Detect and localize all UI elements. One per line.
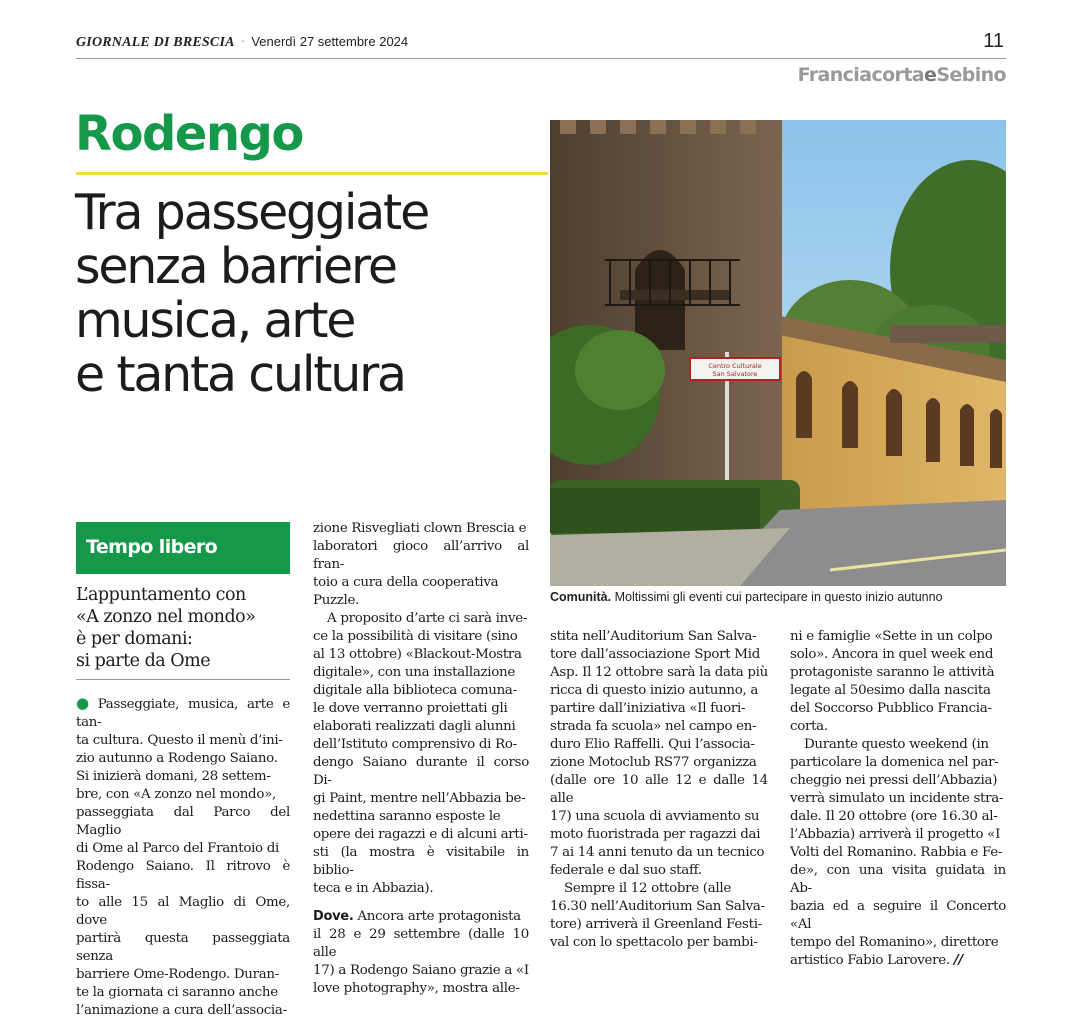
body-column-3 <box>550 628 768 952</box>
headline-line: musica, arte <box>75 292 355 349</box>
bullet-icon: ● <box>76 694 94 712</box>
body-line: Volti del Romanino. Rabbia e Fe- <box>790 845 1003 860</box>
body-line: to alle 15 al Maglio di Ome, dove <box>76 895 290 928</box>
body-line: solo». Ancora in quel week end <box>790 647 994 662</box>
body-line: barriere Ome-Rodengo. Duran- <box>76 967 279 982</box>
body-line: ce la possibilità di visitare (sino <box>313 629 518 644</box>
subhead-dove: Dove. <box>313 909 354 924</box>
body-line: 17) a Rodengo Saiano grazie a «I <box>313 963 529 978</box>
body-line: ni e famiglie «Sette in un colpo <box>790 629 993 644</box>
body-line: passeggiata dal Parco del Maglio <box>76 805 290 838</box>
body-line: l’Abbazia) arriverà il progetto «I <box>790 827 1001 842</box>
deck-rule <box>76 679 290 680</box>
body-line: opere dei ragazzi e di alcuni arti- <box>313 827 528 842</box>
newspaper-name: GIORNALE DI BRESCIA <box>76 35 235 50</box>
top-rule <box>76 58 1006 59</box>
body-line: val con lo spettacolo per bambi- <box>550 935 758 950</box>
deck <box>76 584 290 672</box>
section-label <box>798 64 1006 86</box>
body-line: Passeggiate, musica, arte e tan- <box>76 697 290 730</box>
headline-line: e tanta cultura <box>75 346 405 403</box>
body-line: 16.30 nell’Auditorium San Salva- <box>550 899 765 914</box>
end-mark: // <box>953 953 964 968</box>
body-line: de», con una visita guidata in Ab- <box>790 863 1006 896</box>
body-line: tempo del Romanino», direttore <box>790 935 999 950</box>
body-line: zione Motoclub RS77 organizza <box>550 755 757 770</box>
headline-line: senza barriere <box>75 238 396 295</box>
body-line: il 28 e 29 settembre (dalle 10 alle <box>313 927 529 960</box>
body-line: bre, con «A zonzo nel mondo», <box>76 787 276 802</box>
body-line: al 13 ottobre) «Blackout-Mostra <box>313 647 522 662</box>
caption-label: Comunità. <box>550 590 612 604</box>
article-photo <box>550 120 1006 586</box>
page-number: 11 <box>983 30 1004 52</box>
kicker-underline <box>76 172 548 175</box>
deck-line: «A zonzo nel mondo» <box>76 607 256 627</box>
body-line: verrà simulato un incidente stra- <box>790 791 1004 806</box>
body-line: artistico Fabio Larovere. <box>790 953 950 968</box>
masthead-separator: · <box>240 35 246 50</box>
sign-text-line1: Centro Culturale <box>708 362 762 370</box>
body-line: duro Elio Raffelli. Qui l’associa- <box>550 737 755 752</box>
section-label-part1: Franciacorta <box>797 64 925 86</box>
category-tag-label: Tempo libero <box>86 536 218 558</box>
body-line: laboratori gioco all’arrivo al fran- <box>313 539 529 572</box>
body-line: elaborati realizzati dagli alunni <box>313 719 516 734</box>
photo-caption <box>550 590 1006 604</box>
body-line: cheggio nei pressi dell’Abbazia) <box>790 773 998 788</box>
body-line: zio autunno a Rodengo Saiano. <box>76 751 278 766</box>
deck-line: L’appuntamento con <box>76 585 246 605</box>
body-line: A proposito d’arte ci sarà inve- <box>327 611 528 626</box>
category-tag <box>76 522 290 574</box>
body-column-4 <box>790 628 1006 970</box>
body-line: del Soccorso Pubblico Francia- <box>790 701 992 716</box>
kicker-title: Rodengo <box>75 106 303 162</box>
body-line: Sempre il 12 ottobre (alle <box>564 881 732 896</box>
body-line: partirà questa passeggiata senza <box>76 931 290 964</box>
body-line: dell’Istituto comprensivo di Ro- <box>313 737 517 752</box>
body-line: 7 ai 14 anni tenuto da un tecnico <box>550 845 765 860</box>
deck-line: è per domani: <box>76 629 193 649</box>
body-line: Puzzle. <box>313 593 360 608</box>
body-line: bazia ed a seguire il Concerto «Al <box>790 899 1006 932</box>
section-label-part3: Sebino <box>936 64 1006 86</box>
body-line: moto fuoristrada per ragazzi dai <box>550 827 761 842</box>
body-line: l’animazione a cura dell’associa- <box>76 1003 287 1018</box>
body-line: Si inizierà domani, 28 settem- <box>76 769 271 784</box>
body-line: particolare la domenica nel par- <box>790 755 999 770</box>
body-line: Rodengo Saiano. Il ritrovo è fissa- <box>76 859 290 892</box>
body-line: le dove verranno proiettati gli <box>313 701 508 716</box>
body-line: tore) arriverà il Greenland Festi- <box>550 917 762 932</box>
body-line: 17) una scuola di avviamento su <box>550 809 760 824</box>
body-line: te la giornata ci saranno anche <box>76 985 278 1000</box>
body-line: stita nell’Auditorium San Salva- <box>550 629 757 644</box>
body-line: love photography», mostra alle- <box>313 981 520 996</box>
body-line: Asp. Il 12 ottobre sarà la data più <box>550 665 768 680</box>
body-line: ta cultura. Questo il menù d’ini- <box>76 733 283 748</box>
sign-text-line2: San Salvatore <box>712 370 758 378</box>
body-column-2 <box>313 520 529 998</box>
body-line: zione Risvegliati clown Brescia e <box>313 521 527 536</box>
caption-text: Moltissimi gli eventi cui partecipare in questo inizio autunno <box>611 590 943 604</box>
body-line: Ancora arte protagonista <box>353 909 521 924</box>
body-line: ricca di questo inizio autunno, a <box>550 683 759 698</box>
body-line: toio a cura della cooperativa <box>313 575 499 590</box>
body-line: gi Paint, mentre nell’Abbazia be- <box>313 791 526 806</box>
body-line: nedettina saranno esposte le <box>313 809 501 824</box>
body-line: strada fa scuola» nel campo en- <box>550 719 757 734</box>
deck-line: si parte da Ome <box>76 651 211 671</box>
body-line: protagoniste saranno le attività <box>790 665 995 680</box>
body-line: dengo Saiano durante il corso Di- <box>313 755 529 788</box>
body-line: partire dall’iniziativa «Il fuori- <box>550 701 746 716</box>
body-line: Durante questo weekend (in <box>804 737 989 752</box>
body-line: teca e in Abbazia). <box>313 881 434 896</box>
body-line: (dalle ore 10 alle 12 e dalle 14 alle <box>550 773 768 806</box>
body-line: federale e dal suo staff. <box>550 863 702 878</box>
body-column-1 <box>76 694 290 1020</box>
section-label-part2: e <box>924 64 937 86</box>
body-line: dale. Il 20 ottobre (ore 16.30 al- <box>790 809 998 824</box>
body-line: digitale», con una installazione <box>313 665 515 680</box>
abbey-photo-illustration <box>550 120 1006 586</box>
body-line: corta. <box>790 719 828 734</box>
issue-date: Venerdì 27 settembre 2024 <box>251 34 409 49</box>
body-line: sti (la mostra è visitabile in biblio- <box>313 845 529 878</box>
body-line: digitale alla biblioteca comuna- <box>313 683 517 698</box>
body-line: di Ome al Parco del Frantoio di <box>76 841 280 856</box>
headline <box>75 186 545 402</box>
masthead <box>76 34 408 51</box>
body-line: tore dall’associazione Sport Mid <box>550 647 760 662</box>
body-line: legate al 50esimo dalla nascita <box>790 683 991 698</box>
headline-line: Tra passeggiate <box>75 184 429 241</box>
